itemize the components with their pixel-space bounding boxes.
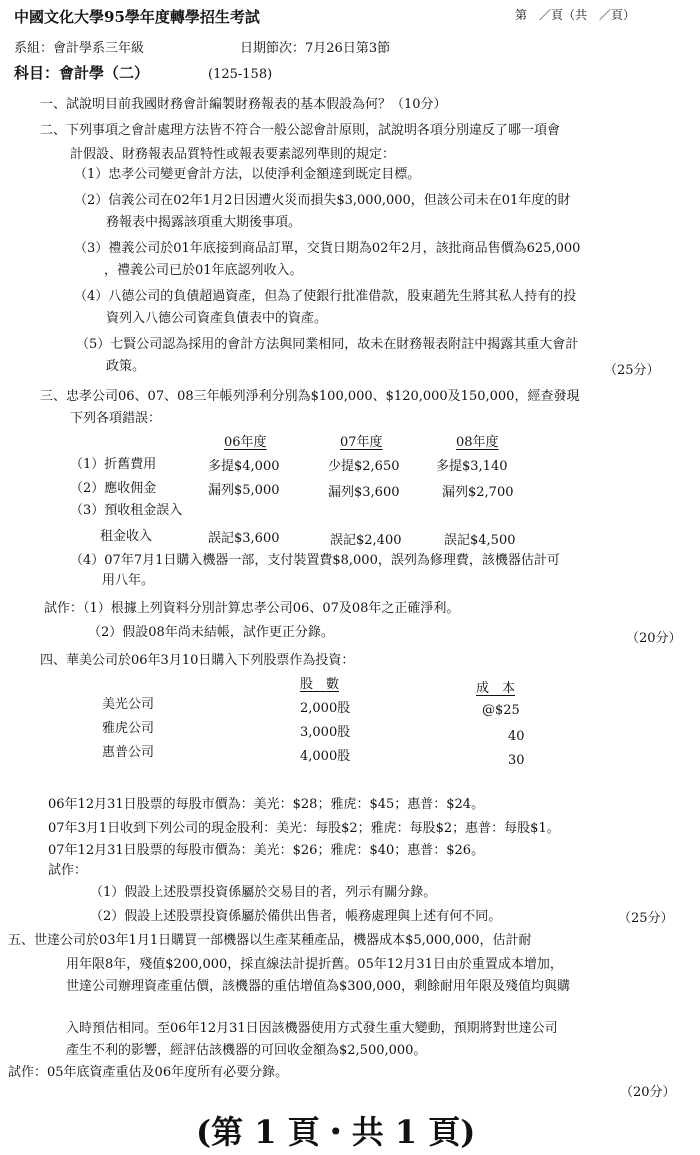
q5-task: 試作：05年底資產重估及06年度所有必要分錄。 (8, 1065, 289, 1080)
q4-row-1-cost: @$25 (482, 703, 520, 718)
q3-row-2-label: （2）應收佣金 (70, 481, 157, 496)
q2-item-4: （4）八德公司的負債超過資產，但為了使銀行批准借款，股東趙先生將其私人持有的投 (74, 289, 577, 304)
question-2-intro: 二、下列事項之會計處理方法皆不符合一般公認會計原則，試說明各項分別違反了哪一項會 (40, 123, 561, 138)
q3-score: （20分） (626, 631, 682, 646)
q3-task-1: 試作：（1）根據上列資料分別計算忠孝公司06、07及08年之正確淨利。 (44, 601, 460, 616)
q2-score: （25分） (604, 363, 660, 378)
q4-task-2: （2）假設上述股票投資係屬於備供出售者，帳務處理與上述有何不同。 (90, 909, 502, 924)
q4-score: （25分） (618, 911, 674, 926)
q3-row-3-06: 誤記$3,600 (208, 531, 280, 546)
q4-row-3-company: 惠普公司 (102, 745, 155, 760)
question-3-intro-cont: 下列各項錯誤： (70, 411, 162, 426)
q4-row-1-shares: 2,000股 (300, 701, 351, 716)
q3-row-3-label: （3）預收租金誤入 (70, 503, 183, 518)
q2-item-5-cont: 政策。 (106, 359, 146, 374)
question-3-intro: 三、忠孝公司06、07、08三年帳列淨利分別為$100,000、$120,000及150,000，經查發現 (40, 389, 580, 404)
q3-row-3-08: 誤記$4,500 (444, 533, 516, 548)
q3-row-1-07: 少提$2,650 (328, 459, 400, 474)
q3-row-1-08: 多提$3,140 (436, 459, 508, 474)
q5-score: （20分） (620, 1085, 676, 1100)
q3-row-2-07: 漏列$3,600 (328, 485, 400, 500)
department: 系組：會計學系三年級 (14, 41, 145, 56)
q2-item-5: （5）七賢公司認為採用的會計方法與同業相同，故未在財務報表附註中揭露其重大會計 (76, 337, 579, 352)
q4-info-2: 07年3月1日收到下列公司的現金股利：美光：每股$2；雅虎：每股$2；惠普：每股$1。 (48, 821, 560, 836)
q4-col-cost: 成 本 (476, 681, 516, 696)
question-1: 一、試說明目前我國財務會計編製財務報表的基本假設為何？（10分） (40, 97, 447, 112)
q3-row-1-06: 多提$4,000 (208, 459, 280, 474)
q2-item-1: （1）忠孝公司變更會計方法，以使淨利金額達到既定目標。 (74, 167, 421, 182)
footer-page-label: (第 1 頁・共 1 頁) (196, 1113, 476, 1151)
q3-row-1-label: （1）折舊費用 (70, 457, 157, 472)
q4-row-1-company: 美光公司 (102, 697, 155, 712)
exam-title: 中國文化大學95學年度轉學招生考試 (14, 8, 260, 26)
q3-row-3-sub: 租金收入 (100, 529, 153, 544)
q4-row-2-shares: 3,000股 (300, 725, 351, 740)
q4-row-2-cost: 40 (508, 729, 525, 744)
q4-row-2-company: 雅虎公司 (102, 721, 155, 736)
question-5-line-3: 世達公司辦理資產重估價，該機器的重估增值為$300,000，剩餘耐用年限及殘值均與購 (66, 979, 571, 994)
q2-item-4-cont: 資列入八德公司資產負債表中的資產。 (106, 311, 328, 326)
q2-item-2-cont: 務報表中揭露該項重大期後事項。 (106, 215, 302, 230)
q4-task-1: （1）假設上述股票投資係屬於交易目的者，列示有關分錄。 (90, 885, 437, 900)
q2-item-3-cont: ，禮義公司已於01年底認列收入。 (104, 263, 303, 278)
question-2-intro-cont: 計假設、財務報表品質特性或報表要素認列準則的規定： (70, 147, 396, 162)
subject: 科目：會計學（二） (14, 64, 150, 82)
q4-row-3-shares: 4,000股 (300, 749, 351, 764)
subject-code: (125-158) (208, 67, 273, 82)
q3-task-2: （2）假設08年尚未結帳，試作更正分錄。 (88, 625, 334, 640)
q3-row-3-07: 誤記$2,400 (330, 533, 402, 548)
q3-row-2-06: 漏列$5,000 (208, 483, 280, 498)
question-5-line-4: 入時預估相同。至06年12月31日因該機器使用方式發生重大變動，預期將對世達公司 (66, 1021, 558, 1036)
question-4-intro: 四、華美公司於06年3月10日購入下列股票作為投資： (40, 653, 355, 668)
q3-row-2-08: 漏列$2,700 (442, 485, 514, 500)
q3-col-06: 06年度 (224, 435, 267, 450)
q3-col-08: 08年度 (456, 435, 499, 450)
question-5-line-2: 用年限8年，殘值$200,000，採直線法計提折舊。05年12月31日由於重置成本增加， (66, 957, 563, 972)
q3-item-4-cont: 用八年。 (102, 573, 155, 588)
q4-col-shares: 股 數 (300, 677, 340, 692)
question-5-line-1: 五、世達公司於03年1月1日購買一部機器以生產某種產品，機器成本$5,000,000，估計耐 (8, 933, 532, 948)
q2-item-2: （2）信義公司在02年1月2日因遭火災而損失$3,000,000，但該公司未在01年度的財 (74, 193, 571, 208)
schedule: 日期節次：7月26日第3節 (240, 41, 391, 56)
q4-row-3-cost: 30 (508, 753, 525, 768)
q2-item-3: （3）禮義公司於01年底接到商品訂單，交貨日期為02年2月，該批商品售價為625,000 (74, 241, 581, 256)
q3-col-07: 07年度 (340, 435, 383, 450)
q3-item-4: （4）07年7月1日購入機器一部，支付裝置費$8,000，誤列為修理費，該機器估計可 (70, 553, 560, 568)
q4-info-3: 07年12月31日股票的每股市價為：美光：$26；雅虎：$40；惠普：$26。 (48, 843, 485, 858)
question-5-line-5: 產生不利的影響，經評估該機器的可回收金額為$2,500,000。 (66, 1043, 427, 1058)
q4-info-1: 06年12月31日股票的每股市價為：美光：$28；雅虎：$45；惠普：$24。 (48, 797, 485, 812)
q4-task-label: 試作： (48, 863, 88, 878)
page-number-box: 第 ／頁（共 ／頁） (515, 8, 636, 22)
